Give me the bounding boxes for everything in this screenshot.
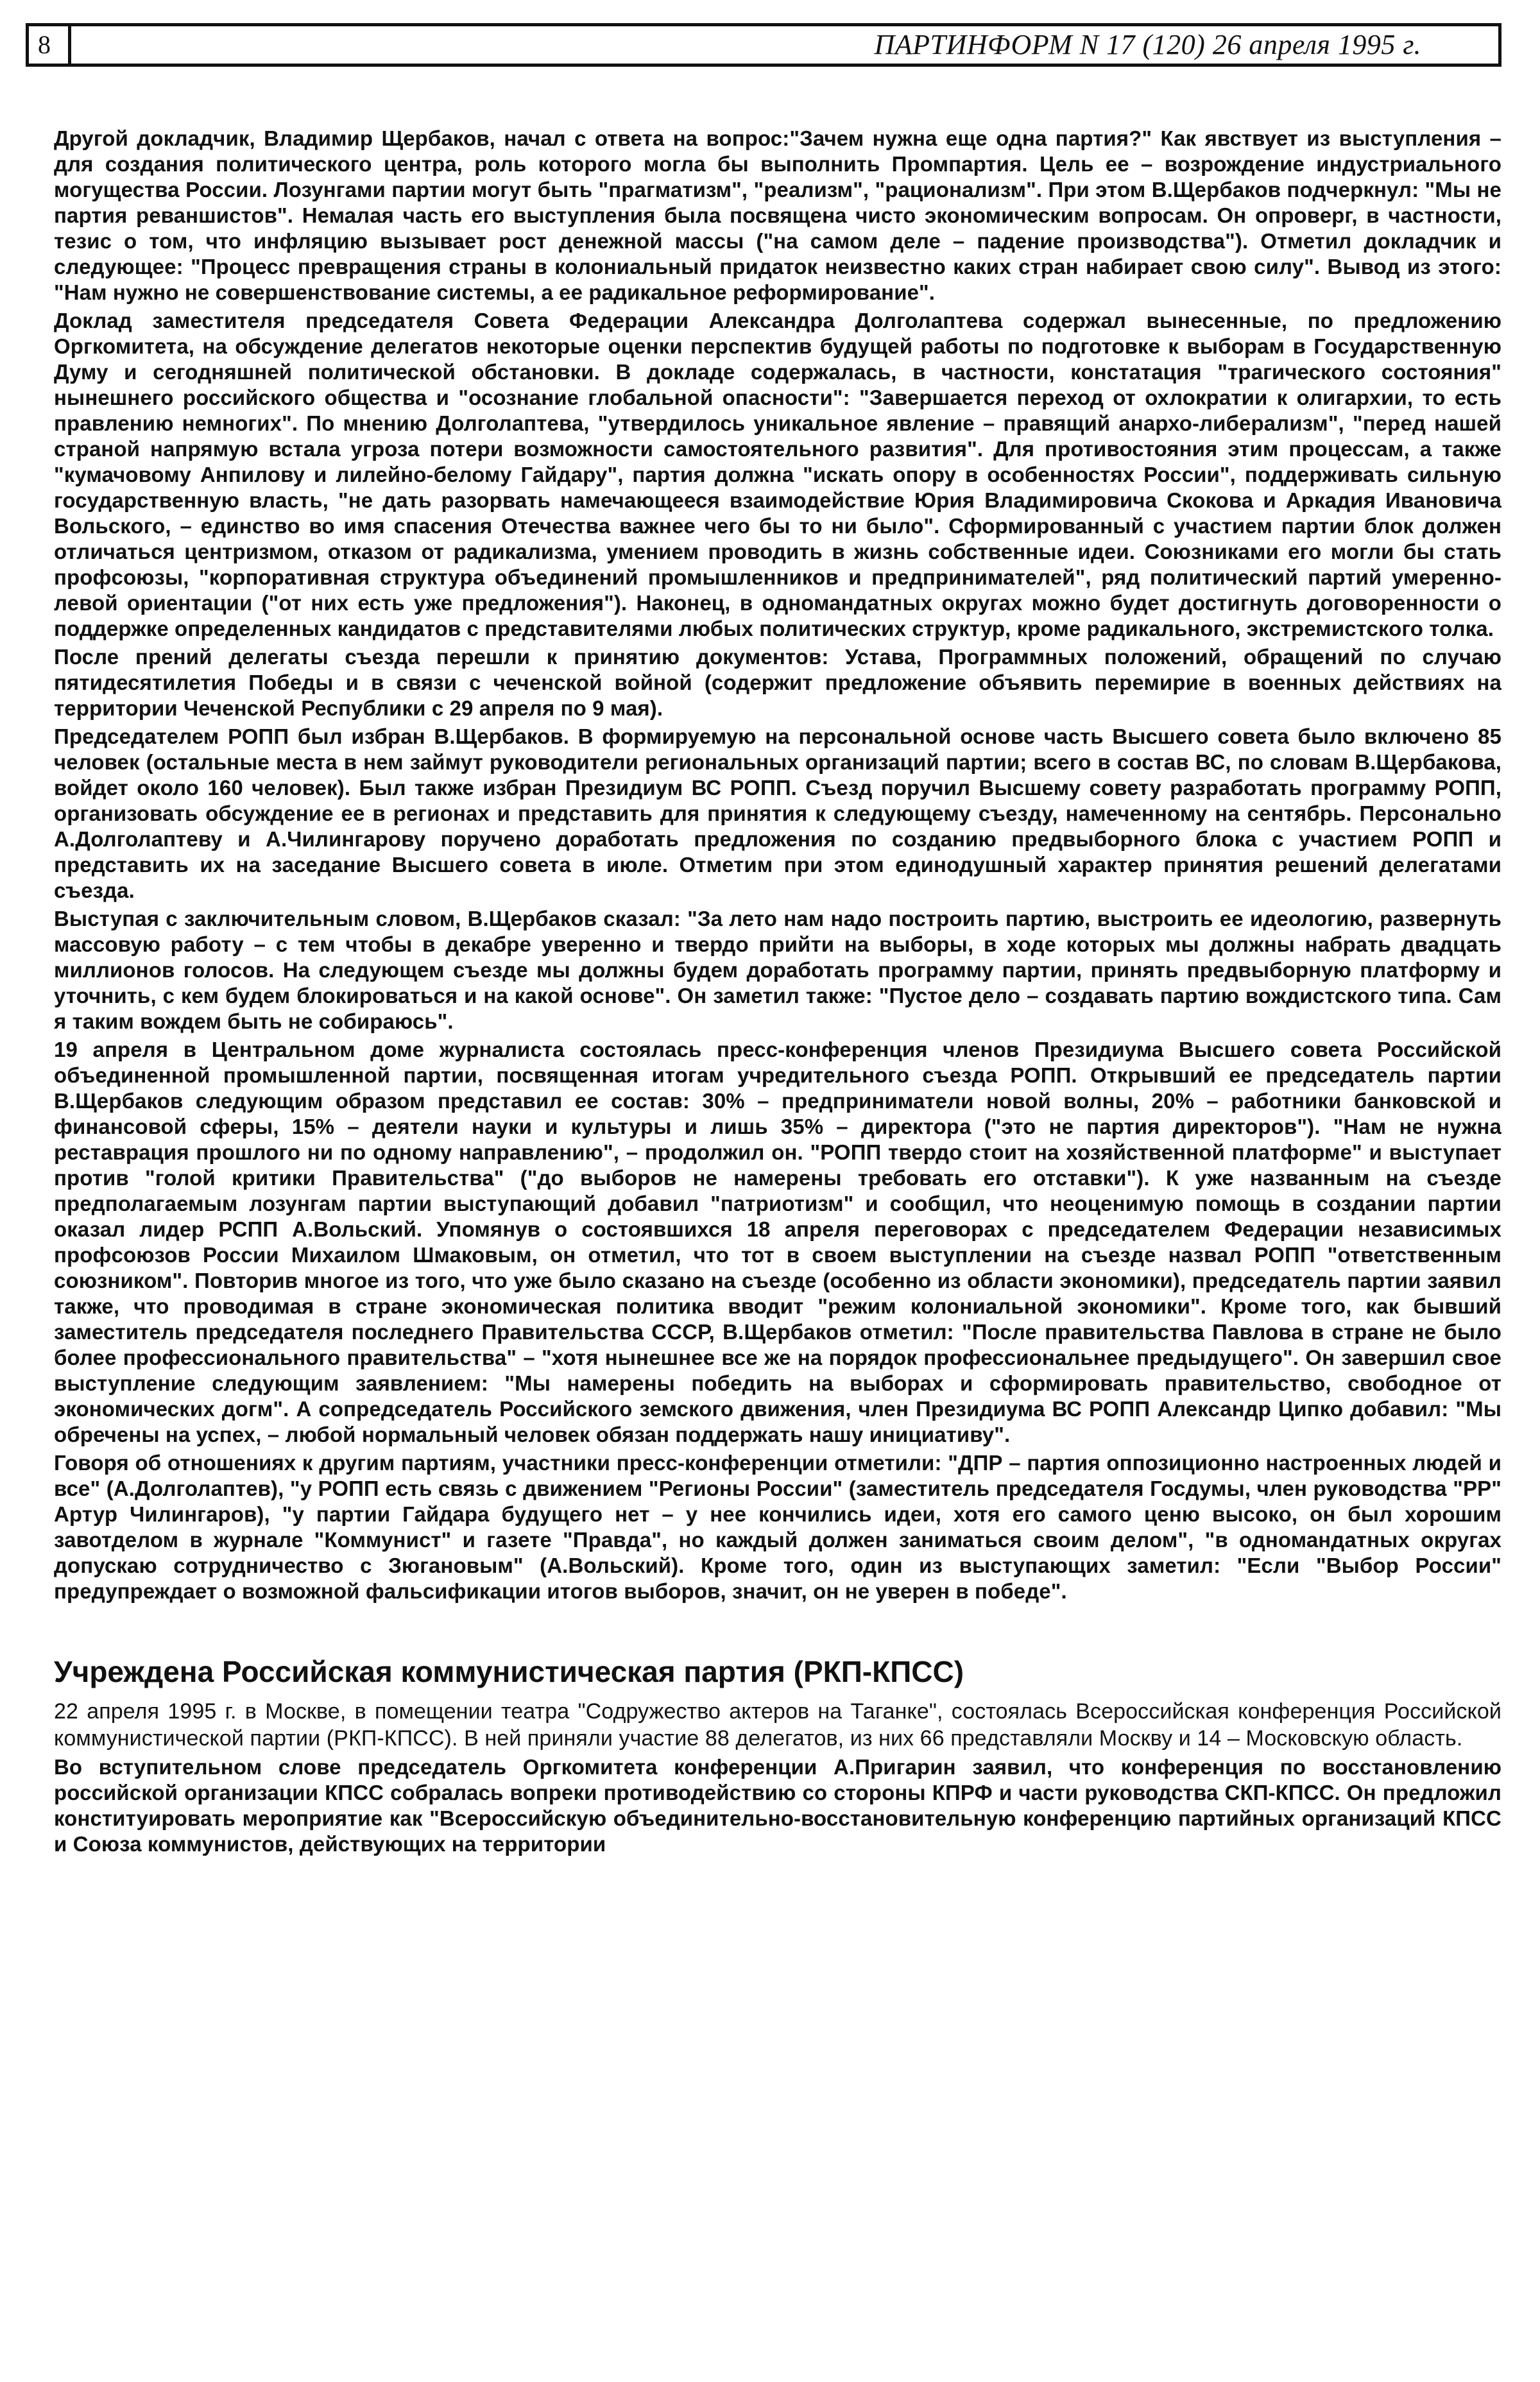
article-body — [54, 126, 1502, 1857]
article-paragraph: 19 апреля в Центральном доме журналиста состоялась пресс-конференция членов Президиума Высшего совета Российской объединенной промышленной партии, посвященная итогам учредительного съезда РОПП. Открывший ее председатель партии В.Щербаков следующим образом представил ее состав: 30% – предприниматели новой волны, 20% – работники банковской и финансовой сферы, 15% – деятели науки и культуры и лишь 35% – директора ("это не партия директоров"). "Нам не нужна реставрация прошлого ни по одному направлению", – продолжил он. "РОПП твердо стоит на хозяйственной платформе" и выступает против "голой критики Правительства" ("до выборов не намерены требовать его отставки"). К уже названным на съезде предполагаемым лозунгам партии выступающий добавил "патриотизм" и сообщил, что неоценимую помощь в создании партии оказал лидер РСПП А.Вольский. Упомянув о состоявшихся 18 апреля переговорах с председателем Федерации независимых профсоюзов России Михаилом Шмаковым, он отметил, что тот в своем выступлении на съезде назвал РОПП "ответственным союзником". Повторив многое из того, что уже было сказано на съезде (особенно из области экономики), председатель партии заявил также, что проводимая в стране экономическая политика вводит "режим колониальной экономики". Кроме того, как бывший заместитель председателя последнего Правительства СССР, В.Щербаков отметил: "После правительства Павлова в стране не было более профессионального правительства" – "хотя нынешнее все же на порядок профессиональнее предыдущего". Он завершил свое выступление следующим заявлением: "Мы намерены победить на выборах и сформировать правительство, свободное от экономических догм". А сопредседатель Российского земского движения, член Президиума ВС РОПП Александр Ципко добавил: "Мы обречены на успех, – любой нормальный человек обязан поддержать нашу инициативу". — [54, 1038, 1502, 1446]
section-paragraph: 22 апреля 1995 г. в Москве, в помещении театра "Содружество актеров на Таганке", состоялась Всероссийская конференция Российской коммунистической партии (РКП-КПСС). В ней приняли участие 88 делегатов, из них 66 представляли Москву и 14 – Московскую область. — [54, 1699, 1502, 1751]
section-heading: Учреждена Российская коммунистическая партия (РКП-КПСС) — [54, 1655, 964, 1688]
article-paragraph: Председателем РОПП был избран В.Щербаков. В формируемую на персональной основе часть Высшего совета было включено 85 человек (остальные места в нем займут руководители региональных организаций партии; всего в состав ВС, по словам В.Щербакова, войдет около 160 человек). Был также избран Президиум ВС РОПП. Съезд поручил Высшему совету разработать программу РОПП, организовать обсуждение ее в регионах и представить для принятия к следующему съезду, намеченному на сентябрь. Персонально А.Долголаптеву и А.Чилингарову поручено доработать предложения по созданию предвыборного блока с участием РОПП и представить их на заседание Высшего совета в июле. Отметим при этом единодушный характер принятия решений делегатами съезда. — [54, 724, 1502, 902]
article-paragraph: Говоря об отношениях к другим партиям, участники пресс-конференции отметили: "ДПР – партия оппозиционно настроенных людей и все" (А.Долголаптев), "у РОПП есть связь с движением "Регионы России" (заместитель председателя Госдумы, член руководства "РР" Артур Чилингаров), "у партии Гайдара будущего нет – у нее кончились идеи, хотя его самого ценю высоко, он был хорошим завотделом в журнале "Коммунист" и газете "Правда", но каждый должен заниматься своим делом", "в одномандатных округах допускаю сотрудничество с Зюгановым" (А.Вольский). Кроме того, один из выступающих заметил: "Если "Выбор России" предупреждает о возможной фальсификации итогов выборов, значит, он не уверен в победе". — [54, 1451, 1502, 1603]
article-paragraph: После прений делегаты съезда перешли к принятию документов: Устава, Программных положений, обращений по случаю пятидесятилетия Победы и в связи с чеченской войной (содержит предложение объявить перемирие в военных действиях на территории Чеченской Республики с 29 апреля по 9 мая). — [54, 645, 1502, 720]
issue-line: ПАРТИНФОРМ N 17 (120) 26 апреля 1995 г. — [874, 29, 1421, 60]
article-paragraph: Другой докладчик, Владимир Щербаков, начал с ответа на вопрос:"Зачем нужна еще одна партия?" Как явствует из выступления – для создания политического центра, роль которого могла бы выполнить Промпартия. Цель ее – возрождение индустриального могущества России. Лозунгами партии могут быть "прагматизм", "реализм", "рационализм". При этом В.Щербаков подчеркнул: "Мы не партия реваншистов". Немалая часть его выступления была посвящена чисто экономическим вопросам. Он опроверг, в частности, тезис о том, что инфляцию вызывает рост денежной массы ("на самом деле – падение производства"). Отметил докладчик и следующее: "Процесс превращения страны в колониальный придаток неизвестно каких стран набирает свою силу". Вывод из этого: "Нам нужно не совершенствование системы, а ее радикальное реформирование". — [54, 126, 1502, 304]
article-paragraph: Доклад заместителя председателя Совета Федерации Александра Долголаптева содержал вынесенные, по предложению Оргкомитета, на обсуждение делегатов некоторые оценки перспектив будущей работы по подготовке к выборам в Государственную Думу и сегодняшней политической обстановки. В докладе содержалась, в частности, констатация "трагического состояния" нынешнего российского общества и "осознание глобальной опасности": "Завершается переход от охлократии к олигархии, то есть правлению немногих". По мнению Долголаптева, "утвердилось уникальное явление – правящий анархо-либерализм", "перед нашей страной напрямую встала угроза потери возможности самостоятельного развития". Для противостояния этим процессам, а также "кумачовому Анпилову и лилейно-белому Гайдару", партия должна "искать опору в особенностях России", поддерживать сильную государственную власть, "не дать разорвать намечающееся взаимодействие Юрия Владимировича Скокова и Аркадия Ивановича Вольского, – единство во имя спасения Отечества важнее чего бы то ни было". Сформированный с участием партии блок должен отличаться центризмом, отказом от радикализма, умением проводить в жизнь собственные идеи. Союзниками его могли бы стать профсоюзы, "корпоративная структура объединений промышленников и предпринимателей", ряд политический партий умеренно-левой ориентации ("от них есть уже предложения"). Наконец, в одномандатных округах можно будет достигнуть договоренности о поддержке определенных кандидатов с представителями любых политических структур, кроме радикального, экстремистского толка. — [54, 309, 1502, 640]
article-paragraph: Выступая с заключительным словом, В.Щербаков сказал: "За лето нам надо построить партию, выстроить ее идеологию, развернуть массовую работу – с тем чтобы в декабре уверенно и твердо прийти на выборы, в ходе которых мы должны набрать двадцать миллионов голосов. На следующем съезде мы должны будем доработать программу партии, принять предвыборную платформу и уточнить, с кем будем блокироваться и на какой основе". Он заметил также: "Пустое дело – создавать партию вождистского типа. Сам я таким вождем быть не собираюсь". — [54, 907, 1502, 1033]
page-header — [26, 23, 1502, 67]
page-number: 8 — [29, 26, 71, 64]
section-paragraph: Во вступительном слове председатель Оргкомитета конференции А.Пригарин заявил, что конференция по восстановлению российской организации КПСС собралась вопреки противодействию со стороны КПРФ и части руководства СКП-КПСС. Он предложил конституировать мероприятие как "Всероссийскую объединительно-восстановительную конференцию партийных организаций КПСС и Союза коммунистов, действующих на территории — [54, 1755, 1502, 1856]
